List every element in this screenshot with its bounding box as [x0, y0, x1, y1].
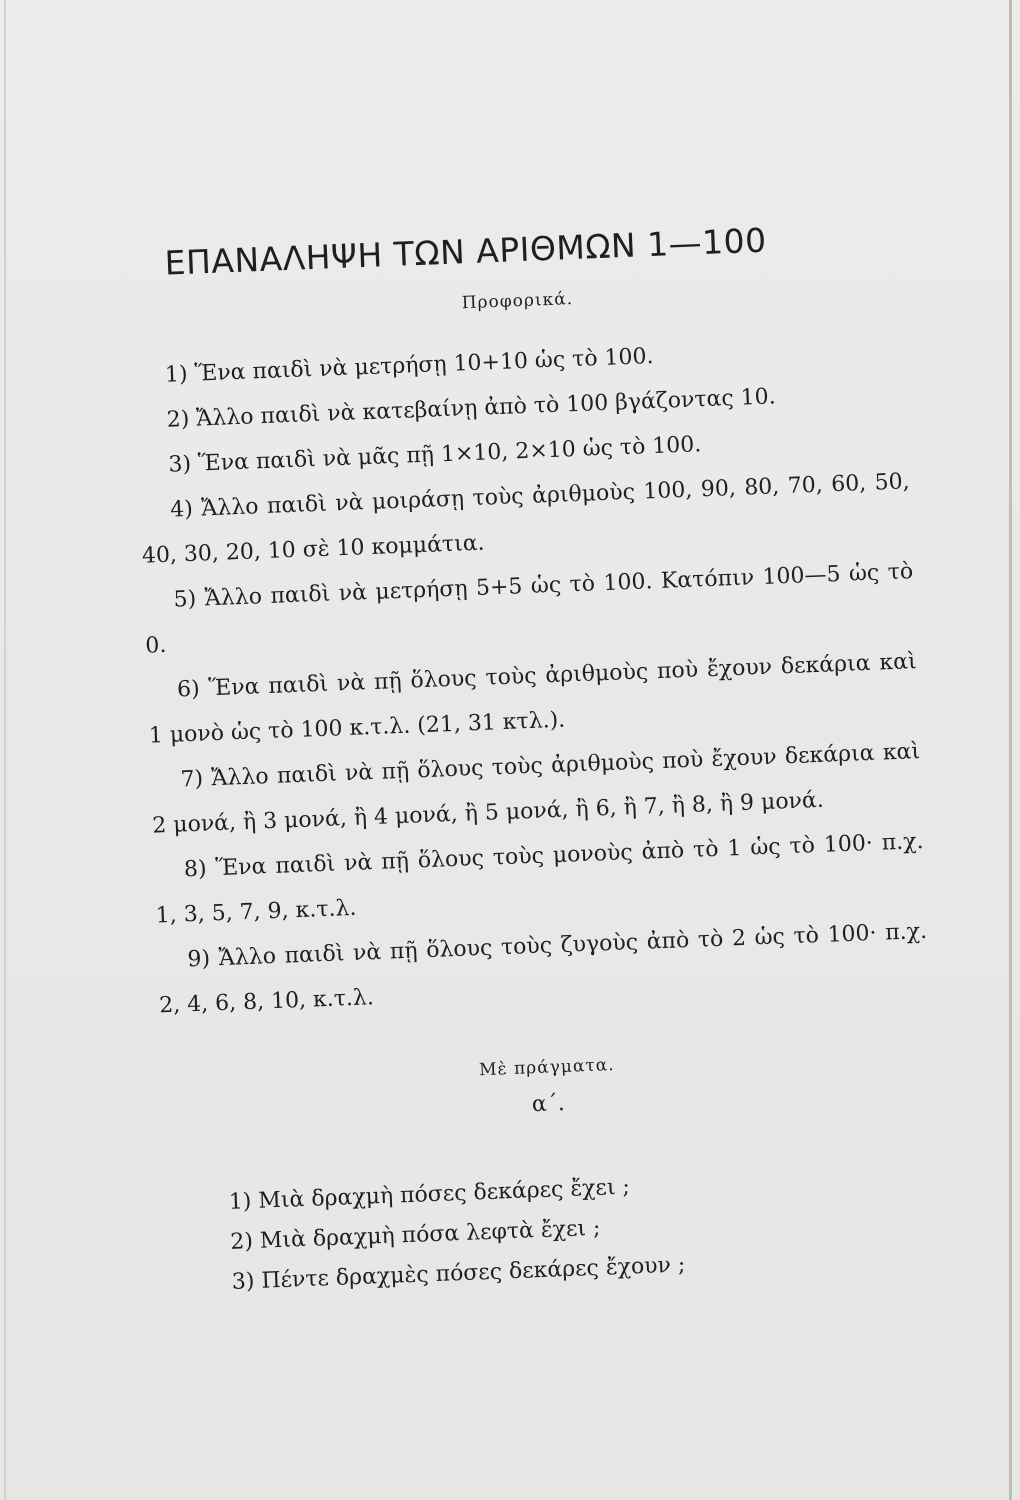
subheading-things: Μὲ πράγματα. [478, 1055, 616, 1081]
oral-item-9: 9) Ἄλλο παιδὶ νὰ πῇ ὅλους τοὺς ζυγοὺς ἀπὸ τὸ 2 ὡς τὸ 100· π.χ. 2, 4, 6, 8, 10, κ.τ.λ. [158, 918, 928, 1019]
page-right-edge [1009, 0, 1012, 1500]
page-left-edge [4, 0, 6, 1500]
oral-item-7: 7) Ἄλλο παιδὶ νὰ πῇ ὅλους τοὺς ἀριθμοὺς ποὺ ἔχουν δεκάρια καὶ 2 μονά, ἢ 3 μονά, ἢ 4 μονά, ἢ 5 μονά, ἢ 6, ἢ 7, ἢ 8, ἢ 9 μονά. [151, 739, 921, 839]
oral-item-6: 6) Ἕνα παιδὶ νὰ πῇ ὅλους τοὺς ἀριθμοὺς ποὺ ἔχουν δεκάρια καὶ 1 μονὸ ὡς τὸ 100 κ.τ.λ. (21, 31 κτλ.). [148, 649, 918, 749]
question-1: 1) Μιὰ δραχμὴ πόσες δεκάρες ἔχει ; [228, 1174, 631, 1215]
oral-item-8: 8) Ἕνα παιδὶ νὰ πῇ ὅλους τοὺς μονοὺς ἀπὸ τὸ 1 ὡς τὸ 100· π.χ. 1, 3, 5, 7, 9, κ.τ.λ. [155, 828, 924, 929]
part-label: α΄. [531, 1090, 566, 1118]
oral-item-3: 3) Ἕνα παιδὶ νὰ μᾶς πῇ 1×10, 2×10 ὡς τὸ 100. [168, 432, 702, 478]
oral-item-2: 2) Ἄλλο παιδὶ νὰ κατεβαίνῃ ἀπὸ τὸ 100 βγάζοντας 10. [166, 384, 777, 433]
question-list [166, 1156, 940, 1305]
oral-item-1: 1) Ἕνα παιδὶ νὰ μετρήσῃ 10+10 ὡς τὸ 100. [164, 343, 654, 388]
page-title: ΕΠΑΝΑΛΗΨΗ ΤΩΝ ΑΡΙΘΜΩΝ 1—100 [163, 220, 768, 283]
oral-exercise-list [134, 324, 929, 1028]
question-2: 2) Μιὰ δραχμὴ πόσα λεφτὰ ἔχει ; [229, 1215, 601, 1255]
page-content [130, 215, 940, 1305]
oral-item-5: 5) Ἄλλο παιδὶ νὰ μετρήσῃ 5+5 ὡς τὸ 100. Κατόπιν 100—5 ὡς τὸ 0. [144, 559, 914, 659]
question-3: 3) Πέντε δραχμὲς πόσες δεκάρες ἔχουν ; [231, 1252, 686, 1295]
oral-item-4: 4) Ἄλλο παιδὶ νὰ μοιράσῃ τοὺς ἀριθμοὺς 100, 90, 80, 70, 60, 50, 40, 30, 20, 10 σὲ 10 κομμάτια. [141, 469, 911, 569]
subheading-oral: Προφορικά. [461, 289, 574, 314]
